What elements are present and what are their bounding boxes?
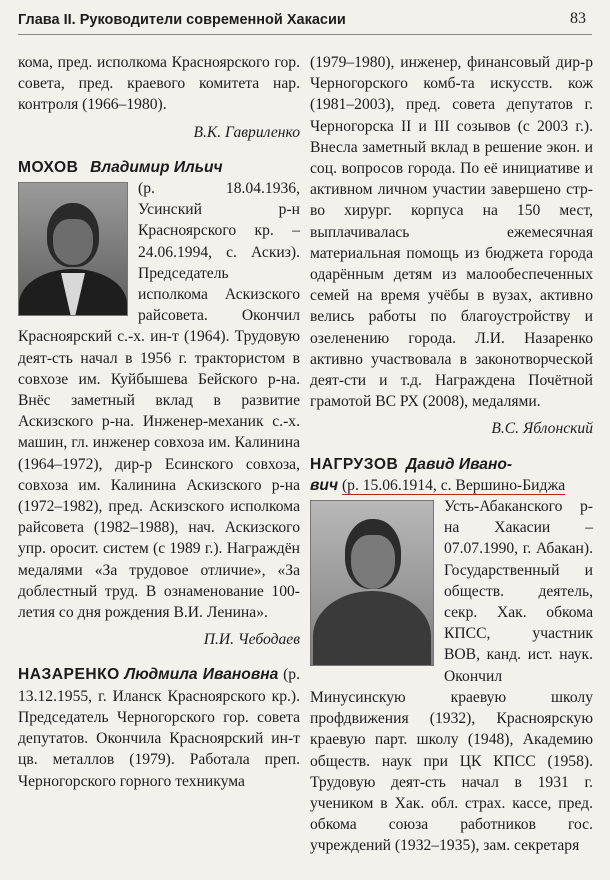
entry-signature: В.С. Яблонский <box>491 420 593 438</box>
entry-text: (р. 13.12.1955, г. Иланск Красноярского кр.). Председатель Черногорского гор. совета депутатов. Окончила Красноярский ин-т цв. металлов (1979). Работала преп. Черногорского горного техникума <box>18 666 300 790</box>
entry-given-name: Владимир Ильич <box>90 158 223 176</box>
entry-text: Усть-Абаканского р-на Хакасии – 07.07.1990, г. Абакан). Государственный и обществ. деятель, секр. Хак. обкома КПСС, участник ВОВ, канд. ист. наук. Окончил Минусинскую краевую школу профдвижения (1932), Красноярскую краевую парт. школу (1948), Академию обществ. наук при ЦК КПСС (1958). Трудовую деят-сть начал в 1931 г. учеником в Хак. обл. страх. кассе, пред. обкома союза работников гос. учреждений (1932–1935), зам. секретаря <box>310 498 593 855</box>
page-header <box>0 0 610 36</box>
underlined-birth-data: (р. 15.06.1914, с. Вершино-Биджа <box>341 476 566 494</box>
chapter-title: Глава II. Руководители современной Хакасии <box>18 12 346 28</box>
entry-continuation: (1979–1980), инженер, финансовый дир-р Черногорского комб-та искусств. кож (1981–2003), пред. совета депутатов г. Черногорска II и III созывов (с 2003 г.). Внесла заметный вклад в решение экон. и соц. вопросов города. По её инициативе и активном личном участии завершено стр-во хирург. корпуса на 150 мест, выплачивалась ежемесячная материальная помощь из бюджета города одарённым детям из малообеспеченных семей на время учёбы в вузах, активно велись работы по благоустройству и озеленению города. Л.И. Назаренко активно участвовала в законотворческой деят-сти и т.д. Награждена Почётной грамотой ВС РХ (2008), медалями. <box>310 54 593 411</box>
entry-surname: НАГРУЗОВ <box>310 455 399 473</box>
right-column <box>310 52 593 857</box>
entry-given-name-end: вич <box>310 476 339 494</box>
left-column <box>18 52 300 792</box>
entry-signature: В.К. Гавриленко <box>193 123 300 141</box>
header-divider <box>18 34 592 35</box>
entry-surname: НАЗАРЕНКО <box>18 666 120 684</box>
entry-given-name: Людмила Ивановна <box>124 666 279 684</box>
entry-nagruzov <box>310 454 593 857</box>
entry-nazarenko <box>18 664 300 791</box>
portrait-photo <box>310 500 434 666</box>
entry-given-name: Давид Ивано- <box>406 455 513 473</box>
entry-surname: МОХОВ <box>18 158 79 176</box>
page-number: 83 <box>570 10 586 27</box>
entry-continuation: кома, пред. исполкома Красноярского гор. совета, пред. краевого комитета нар. контроля (1966–1980). <box>18 54 300 114</box>
entry-mokhov <box>18 157 300 651</box>
entry-signature: П.И. Чебодаев <box>203 631 300 649</box>
entry-text: (р. 18.04.1936, Усинский р-н Красноярского кр. – 24.06.1994, с. Аскиз). Председатель исполкома Аскизского райсовета. Окончил Красноярский с.-х. ин-т (1964). Трудовую деят-сть начал в 1956 г. трактористом в совхозе им. Куйбышева Бейского р-на. Внёс заметный вклад в развитие Аскизского р-на. Инженер-механик с.-х. машин, гл. инженер совхоза им. Калинина (1964–1972), дир-р Есинского совхоза, совхоза им. Калинина Аскизского р-на (1972–1982), пред. Аскизского исполкома райсовета (1982–1988), нач. Аскизского упр. оросит. систем (с 1989 г.). Награждён медалями «За трудовое отличие», «За доблестный труд. В ознаменование 100-летия со дня рождения В.И. Ленина». <box>18 180 300 622</box>
portrait-photo <box>18 182 128 316</box>
